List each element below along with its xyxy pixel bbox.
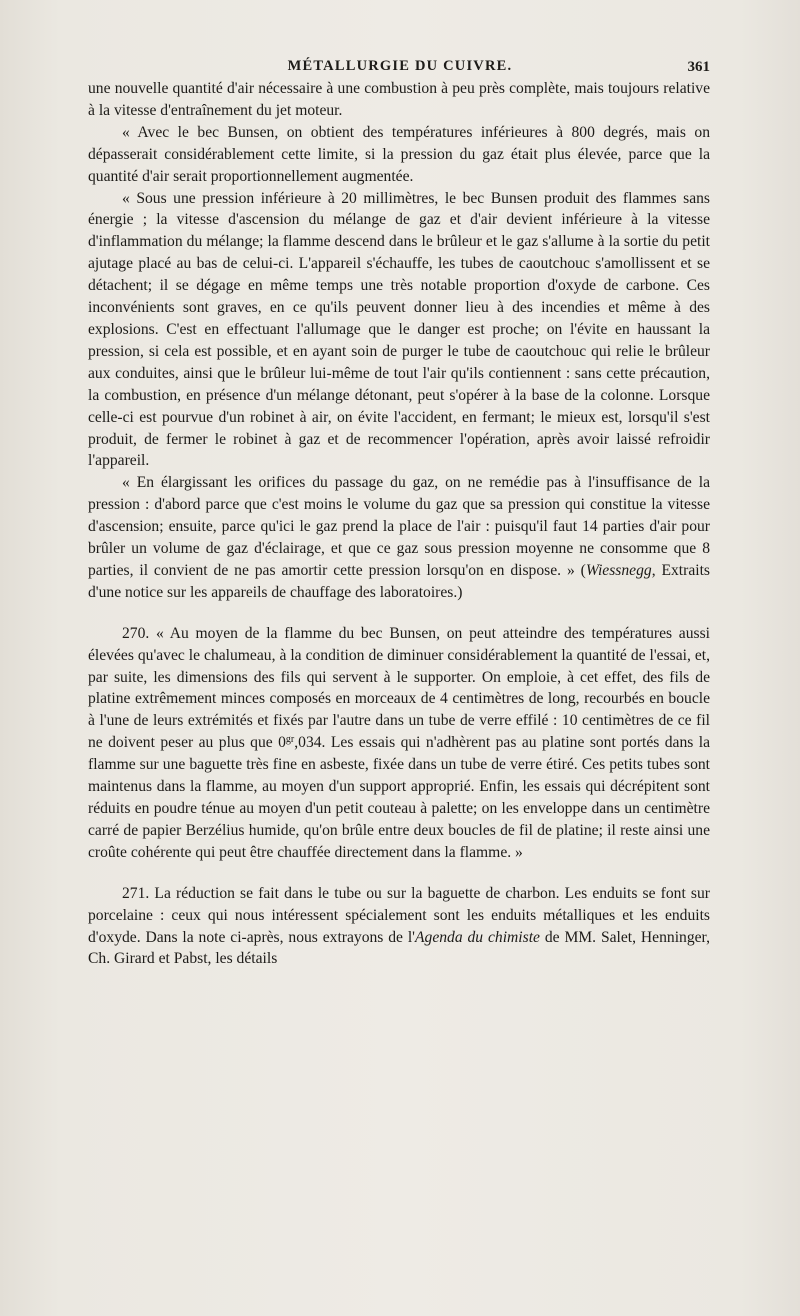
paragraph-271 (88, 883, 710, 971)
running-head (90, 58, 710, 80)
paragraph-270-text: 270. « Au moyen de la flamme du bec Bunsen, on peut atteindre des températures aussi élevées qu'avec le chalumeau, à la condition de diminuer considérablement la quantité de l'essai, et, par suite, les dimensions des fils qui servent à le supporter. On emploie, à cet effet, des fils de platine extrêmement minces composés en morceaux de 4 centimètres de long, recourbés en boucle à l'une de leurs extrémités et fixés par l'autre dans un tube de verre effilé : 10 centimètres de ce fil ne doivent peser au plus que 0 (88, 624, 710, 752)
paragraph-orifices (88, 472, 710, 603)
paragraph-271-rest: de MM. Salet, Henninger, Ch. Girard et Pabst, les détails (88, 928, 711, 968)
paragraph-271-text: 271. La réduction se fait dans le tube ou sur la baguette de charbon. Les enduits se font sur porcelaine : ceux qui nous intéressent spécialement sont les enduits métalliques et les enduits d'oxyde. Dans la note ci-après, nous extrayons de l' (88, 884, 710, 946)
book-title: Agenda du chimiste (415, 928, 540, 946)
citation-source: , Extraits d'une notice sur les appareils de chauffage des laboratoires.) (88, 561, 710, 601)
paragraph-low-pressure: « Sous une pression inférieure à 20 millimètres, le bec Bunsen produit des flammes sans énergie ; la vitesse d'ascension du mélange de gaz et d'air devient inférieure à la vitesse d'inflammation du mélange; la flamme descend dans le brûleur et le gaz s'allume à la sortie du petit ajutage placé au bas de celui-ci. L'appareil s'échauffe, les tubes de caoutchouc s'amollissent et se détachent; il se dégage en même temps une très notable proportion d'oxyde de carbone. Ces inconvénients sont graves, en ce qu'ils peuvent donner lieu à des incendies et même à des explosions. C'est en effectuant l'allumage que le danger est proche; on l'évite en haussant la pression, si cela est possible, et en ayant soin de purger le tube de caoutchouc qui relie le brûleur aux conduites, ainsi que le brûleur lui-même de tout l'air qu'ils contiennent : sans cette précaution, la combustion, en présence d'un mélange détonant, peut s'opérer à la base de la colonne. Lorsque celle-ci est pourvue d'un robinet à air, on évite l'accident, en fermant; le mieux est, lorsqu'il s'est produit, de fermer le robinet à gaz et de recommencer l'opération, après avoir laissé refroidir l'appareil. (88, 189, 710, 470)
paragraph-orifices-text: « En élargissant les orifices du passage du gaz, on ne remédie pas à l'insuffisance de la pression : d'abord parce que c'est moins le volume du gaz que sa pression qui constitue la vitesse d'ascension; ensuite, parce qu'ici le gaz prend la place de l'air : puisqu'il faut 14 parties d'air pour brûler un volume de gaz d'éclairage, et que ce gaz sous pression moyenne ne consomme que 8 parties, il convient de ne pas amortir cette pression lorsqu'on en dispose. » ( (88, 474, 710, 579)
citation-author: Wiessnegg (585, 561, 652, 579)
body-text (88, 78, 710, 970)
paragraph-bunsen-temperatures: « Avec le bec Bunsen, on obtient des températures inférieures à 800 degrés, mais on dépasserait considérablement cette limite, si la pression du gaz était plus élevée, parce que la quantité d'air serait proportionnellement augmentée. (88, 123, 710, 185)
running-title: MÉTALLURGIE DU CUIVRE. (287, 58, 513, 74)
paragraph-270-rest: ,034. Les essais qui n'adhèrent pas au platine sont portés dans la flamme sur une baguette très fine en asbeste, fixée dans un tube de verre étiré. Ces petits tubes sont maintenus dans la flamme, au moyen d'un support approprié. Enfin, les essais qui décrépitent sont réduits en poudre ténue au moyen d'un petit couteau à palette; on les enveloppe dans un centimètre carré de papier Berzélius humide, qu'on brûle entre deux boucles de fil de platine; il reste ainsi une croûte cohérente qui peut être chauffée directement dans la flamme. » (88, 734, 711, 861)
paragraph-270 (88, 623, 710, 864)
paragraph-continued: une nouvelle quantité d'air nécessaire à une combustion à peu près complète, mais toujours relative à la vitesse d'entraînement du jet moteur. (88, 80, 710, 119)
gram-unit: gr (285, 734, 295, 746)
page-number: 361 (687, 59, 710, 75)
